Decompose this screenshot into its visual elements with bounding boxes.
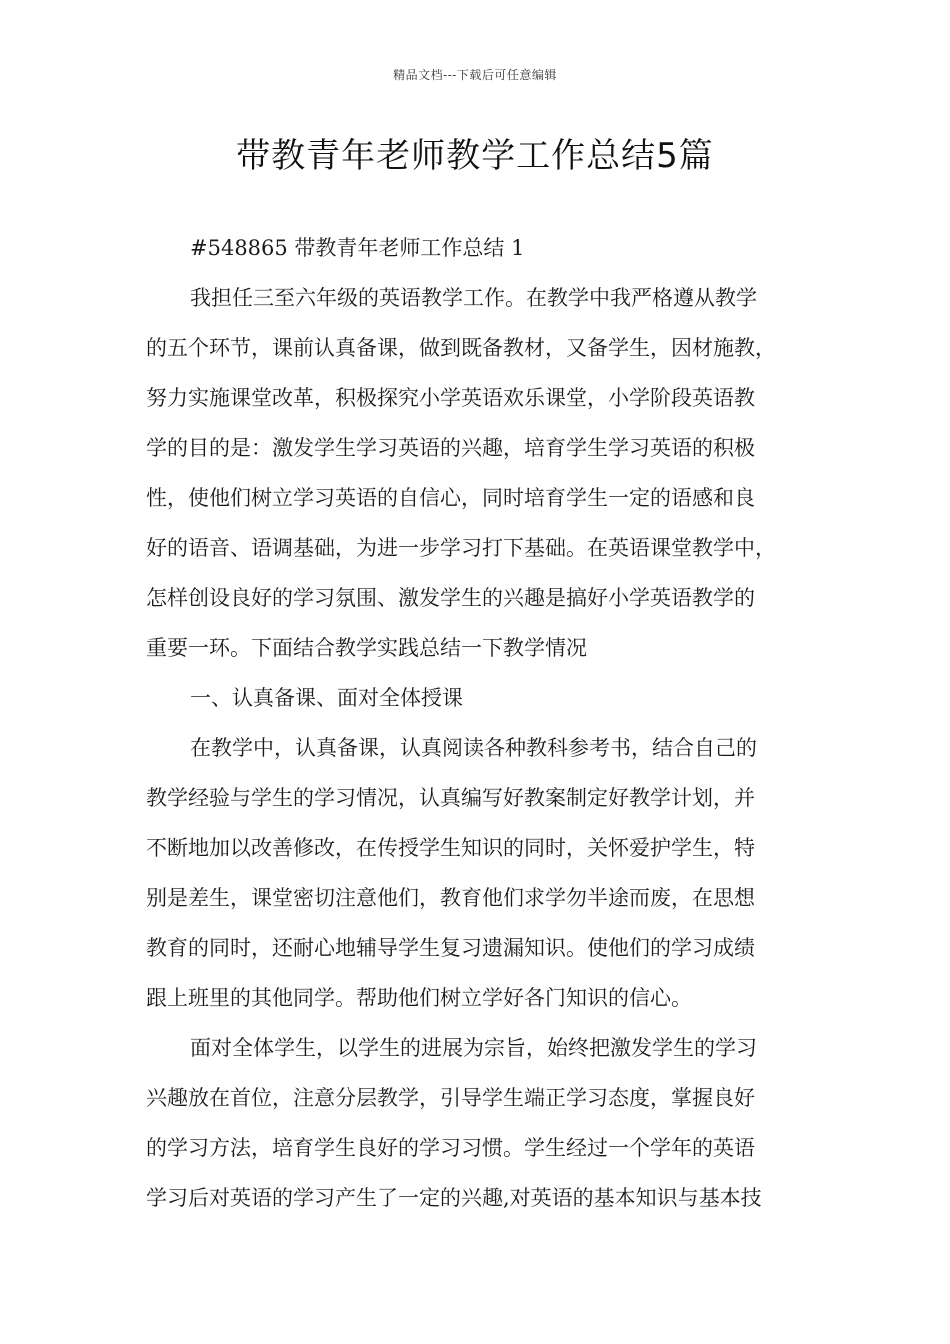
text-line: 性，使他们树立学习英语的自信心，同时培育学生一定的语感和良 bbox=[146, 486, 755, 510]
document-title: 带教青年老师教学工作总结5篇 bbox=[236, 136, 714, 176]
text-line: 怎样创设良好的学习氛围、激发学生的兴趣是搞好小学英语教学的 bbox=[146, 586, 755, 610]
header-note: 精品文档---下载后可任意编辑 bbox=[393, 68, 557, 82]
text-line: 的学习方法，培育学生良好的学习习惯。学生经过一个学年的英语 bbox=[146, 1136, 755, 1160]
text-line: 学习后对英语的学习产生了一定的兴趣,对英语的基本知识与基本技 bbox=[146, 1186, 762, 1210]
text-line: 教学经验与学生的学习情况，认真编写好教案制定好教学计划，并 bbox=[146, 786, 755, 810]
text-line: 努力实施课堂改革，积极探究小学英语欢乐课堂，小学阶段英语教 bbox=[146, 386, 755, 410]
text-line: 教育的同时，还耐心地辅导学生复习遗漏知识。使他们的学习成绩 bbox=[146, 936, 755, 960]
text-line: 兴趣放在首位，注意分层教学，引导学生端正学习态度，掌握良好 bbox=[146, 1086, 755, 1110]
text-line: 在教学中，认真备课，认真阅读各种教科参考书，结合自己的 bbox=[190, 736, 757, 760]
document-body bbox=[146, 223, 814, 1223]
text-line: 别是差生，课堂密切注意他们，教育他们求学勿半途而废，在思想 bbox=[146, 886, 755, 910]
text-line: 我担任三至六年级的英语教学工作。在教学中我严格遵从教学 bbox=[190, 286, 757, 310]
text-line: 重要一环。下面结合教学实践总结一下教学情况 bbox=[146, 636, 587, 660]
text-line: 好的语音、语调基础，为进一步学习打下基础。在英语课堂教学中， bbox=[146, 536, 776, 560]
text-line: 不断地加以改善修改，在传授学生知识的同时，关怀爱护学生，特 bbox=[146, 836, 755, 860]
text-line: 面对全体学生，以学生的进展为宗旨，始终把激发学生的学习 bbox=[190, 1036, 757, 1060]
section-heading: 一、认真备课、面对全体授课 bbox=[190, 686, 463, 710]
text-line: 跟上班里的其他同学。帮助他们树立学好各门知识的信心。 bbox=[146, 986, 692, 1010]
text-line: 的五个环节，课前认真备课，做到既备教材，又备学生，因材施教， bbox=[146, 336, 776, 360]
text-line: #548865 带教青年老师工作总结 1 bbox=[190, 236, 525, 260]
text-line: 学的目的是：激发学生学习英语的兴趣，培育学生学习英语的积极 bbox=[146, 436, 755, 460]
